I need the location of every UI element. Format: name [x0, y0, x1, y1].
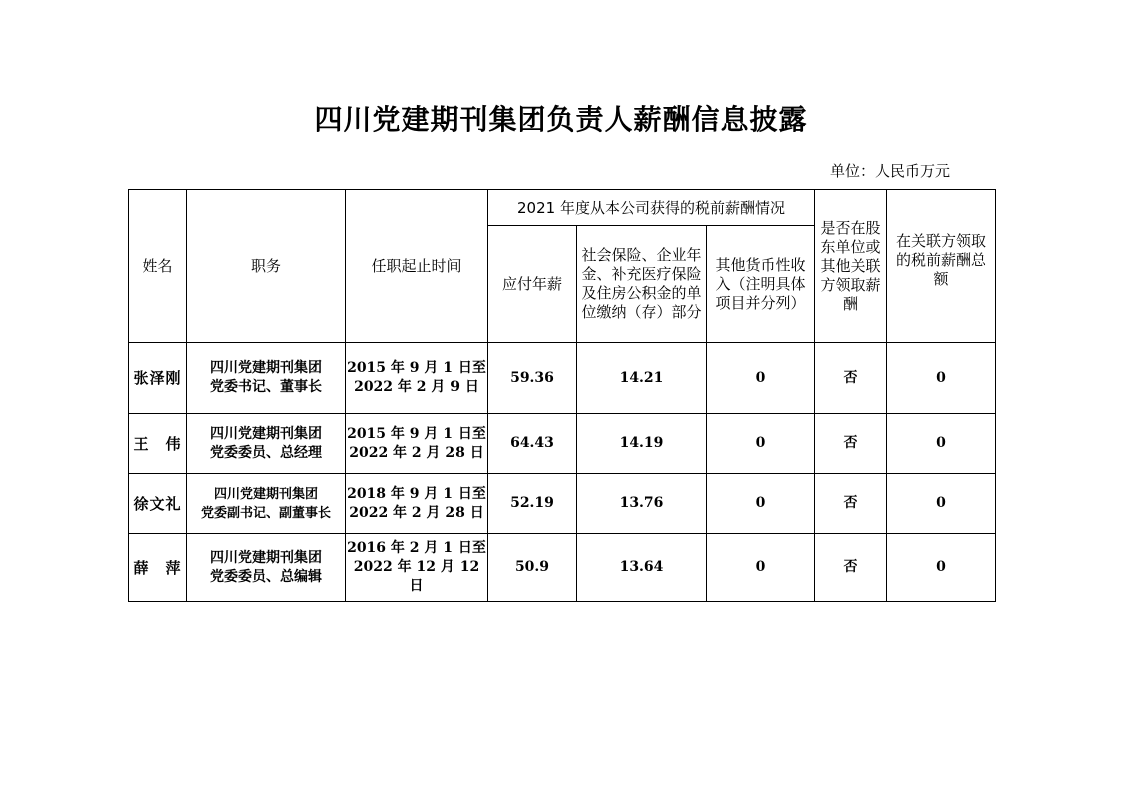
cell-other-income: 0 [707, 343, 815, 414]
cell-position: 四川党建期刊集团 党委委员、总经理 [187, 414, 346, 474]
cell-related-pay: 0 [887, 414, 996, 474]
cell-name: 王 伟 [129, 414, 187, 474]
cell-related-pay: 0 [887, 343, 996, 414]
header-name: 姓名 [129, 190, 187, 343]
cell-salary: 64.43 [488, 414, 577, 474]
cell-tenure: 2018 年 9 月 1 日至 2022 年 2 月 28 日 [346, 474, 488, 534]
table-row [129, 534, 996, 602]
header-other-income: 其他货币性收入（注明具体项目并分列） [707, 226, 815, 343]
header-salary: 应付年薪 [488, 226, 577, 343]
cell-shareholder-pay: 否 [815, 343, 887, 414]
cell-shareholder-pay: 否 [815, 414, 887, 474]
header-related-pay-total: 在关联方领取的税前薪酬总额 [887, 190, 996, 343]
cell-insurance: 14.21 [577, 343, 707, 414]
unit-label: 单位：人民币万元 [829, 162, 950, 180]
salary-table [128, 189, 996, 602]
page-title: 四川党建期刊集团负责人薪酬信息披露 [314, 103, 808, 136]
cell-related-pay: 0 [887, 534, 996, 602]
cell-position: 四川党建期刊集团 党委委员、总编辑 [187, 534, 346, 602]
table-row [129, 414, 996, 474]
cell-insurance: 14.19 [577, 414, 707, 474]
table-row [129, 343, 996, 414]
cell-tenure: 2015 年 9 月 1 日至 2022 年 2 月 28 日 [346, 414, 488, 474]
cell-insurance: 13.64 [577, 534, 707, 602]
cell-salary: 59.36 [488, 343, 577, 414]
cell-shareholder-pay: 否 [815, 534, 887, 602]
cell-position: 四川党建期刊集团 党委副书记、副董事长 [187, 474, 346, 534]
cell-position: 四川党建期刊集团 党委书记、董事长 [187, 343, 346, 414]
table-row [129, 474, 996, 534]
cell-salary: 52.19 [488, 474, 577, 534]
cell-related-pay: 0 [887, 474, 996, 534]
cell-tenure: 2015 年 9 月 1 日至 2022 年 2 月 9 日 [346, 343, 488, 414]
cell-shareholder-pay: 否 [815, 474, 887, 534]
cell-name: 薛 萍 [129, 534, 187, 602]
cell-tenure: 2016 年 2 月 1 日至 2022 年 12 月 12 日 [346, 534, 488, 602]
cell-insurance: 13.76 [577, 474, 707, 534]
cell-other-income: 0 [707, 414, 815, 474]
cell-name: 张泽刚 [129, 343, 187, 414]
header-insurance: 社会保险、企业年金、补充医疗保险及住房公积金的单位缴纳（存）部分 [577, 226, 707, 343]
header-compensation-group: 2021 年度从本公司获得的税前薪酬情况 [488, 190, 815, 226]
header-tenure: 任职起止时间 [346, 190, 488, 343]
cell-other-income: 0 [707, 474, 815, 534]
header-shareholder-pay: 是否在股东单位或其他关联方领取薪酬 [815, 190, 887, 343]
cell-salary: 50.9 [488, 534, 577, 602]
cell-other-income: 0 [707, 534, 815, 602]
header-position: 职务 [187, 190, 346, 343]
cell-name: 徐文礼 [129, 474, 187, 534]
